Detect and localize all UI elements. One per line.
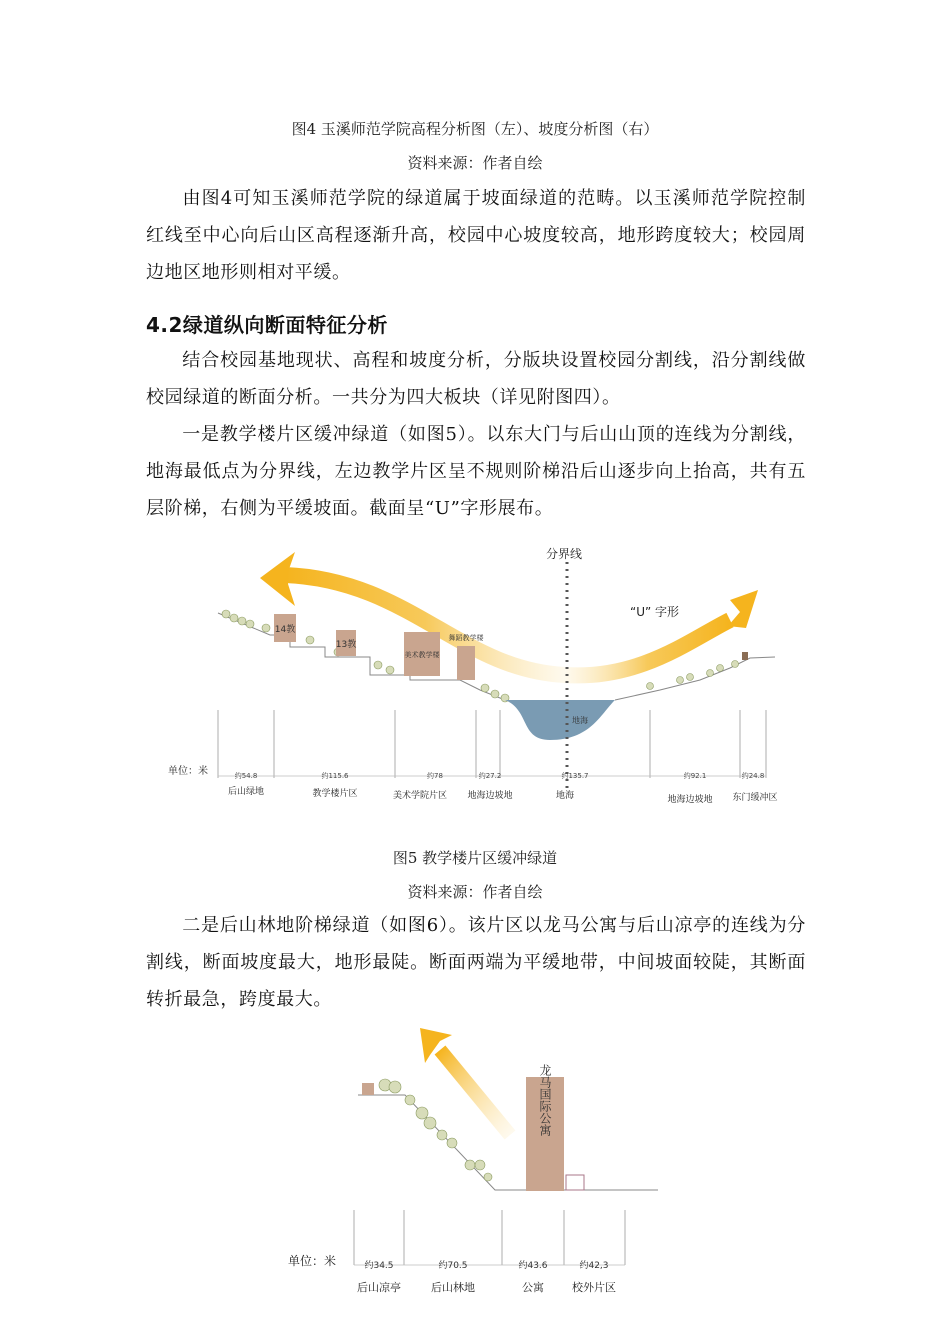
u-shape-label: “U” 字形 bbox=[630, 605, 680, 619]
arrow-head-right-icon bbox=[728, 590, 758, 628]
segment-name: 美术学院片区 bbox=[392, 791, 448, 801]
segment-measure: 约34.5 bbox=[364, 1261, 394, 1271]
figure5-caption: 图5 教学楼片区缓冲绿道 bbox=[392, 849, 558, 867]
segment-name: 公寓 bbox=[522, 1281, 544, 1294]
segment-measure: 约92.1 bbox=[683, 772, 707, 780]
segment-name: 后山凉亭 bbox=[357, 1281, 401, 1294]
paragraph-4 bbox=[146, 907, 806, 1018]
paragraph-1-text: 由图4可知玉溪师范学院的绿道属于坡面绿道的范畴。以玉溪师范学院控制红线至中心向后山区高程逐渐升高，校园中心坡度较高，地形跨度较大；校园周边地区地形则相对平缓。 bbox=[146, 188, 806, 283]
segment-name: 地海边坡地 bbox=[667, 795, 713, 805]
unit-label: 单位：米 bbox=[168, 766, 208, 777]
segment-name: 地海边坡地 bbox=[467, 791, 513, 801]
segment-measure: 约27.2 bbox=[478, 772, 502, 780]
building-art-label: 美术教学楼 bbox=[404, 651, 440, 659]
segment-name: 校外片区 bbox=[572, 1281, 616, 1294]
paragraph-3-text: 一是教学楼片区缓冲绿道（如图5）。以东大门与后山山顶的连线为分割线，地海最低点为分界线，左边教学片区呈不规则阶梯沿后山逐步向上抬高，共有五层阶梯，右侧为平缓坡面。截面呈“U”字形展布。 bbox=[146, 424, 806, 519]
paragraph-1 bbox=[146, 180, 806, 291]
building-13-label: 13教 bbox=[335, 640, 357, 650]
segment-measure: 约54.8 bbox=[234, 772, 258, 780]
segment-name: 后山林地 bbox=[431, 1281, 475, 1294]
building-14-label: 14教 bbox=[274, 625, 296, 635]
water-label: 地海 bbox=[572, 716, 588, 725]
figure5-source: 资料来源：作者自绘 bbox=[407, 883, 543, 901]
segment-name: 地海 bbox=[555, 791, 575, 801]
building-dance-label: 舞蹈教学楼 bbox=[448, 634, 484, 642]
paragraph-3 bbox=[146, 416, 806, 527]
segment-measure: 约24.8 bbox=[741, 772, 765, 780]
segment-measure: 约115.6 bbox=[321, 772, 349, 780]
water-basin bbox=[505, 700, 615, 740]
section-heading: 4.2绿道纵向断面特征分析 bbox=[146, 313, 388, 337]
segment-measure: 约42,3 bbox=[579, 1261, 609, 1271]
building-dance bbox=[457, 646, 475, 680]
figure4-source: 资料来源：作者自绘 bbox=[407, 154, 543, 172]
u-arrow-right bbox=[565, 620, 730, 675]
paragraph-2 bbox=[146, 342, 806, 416]
paragraph-4-text: 二是后山林地阶梯绿道（如图6）。该片区以龙马公寓与后山凉亭的连线为分割线，断面坡度最大，地形最陡。断面两端为平缓地带，中间坡面较陡，其断面转折最急，跨度最大。 bbox=[146, 915, 806, 1010]
paragraph-2-text: 结合校园基地现状、高程和坡度分析，分版块设置校园分割线，沿分割线做校园绿道的断面分析。一共分为四大板块（详见附图四）。 bbox=[146, 350, 806, 408]
figure5-diagram bbox=[160, 540, 800, 810]
segment-measure: 约43.6 bbox=[518, 1261, 548, 1271]
figure6-diagram bbox=[280, 1025, 670, 1300]
apartment-label: 龙马国际公寓 bbox=[538, 1064, 552, 1136]
figure4-caption: 图4 玉溪师范学院高程分析图（左）、坡度分析图（右） bbox=[291, 120, 659, 138]
divider-label: 分界线 bbox=[545, 547, 583, 561]
segment-measure: 约70.5 bbox=[438, 1261, 468, 1271]
segment-measure: 约78 bbox=[427, 772, 443, 780]
pavilion bbox=[362, 1083, 374, 1095]
segment-name: 教学楼片区 bbox=[312, 789, 358, 799]
segment-measure: 约135.7 bbox=[561, 772, 589, 780]
segment-name: 后山绿地 bbox=[227, 787, 265, 797]
unit-label: 单位：米 bbox=[288, 1254, 337, 1268]
segment-name: 东门缓冲区 bbox=[732, 793, 778, 803]
